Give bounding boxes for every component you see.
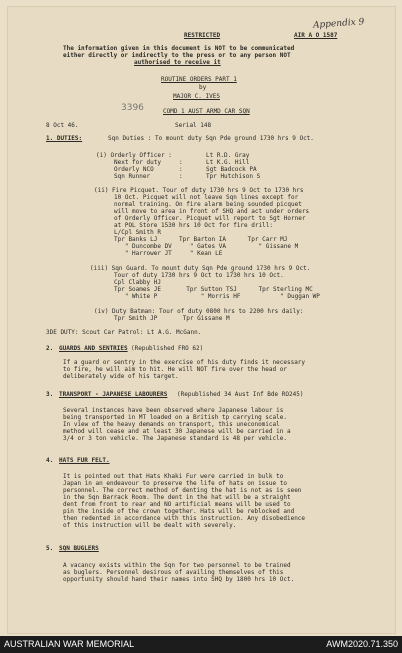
- accession-number: AWM2020.71.350: [326, 639, 398, 649]
- section-4-line-2: Japan in an endeavour to preserve the life of hats on issue to: [63, 480, 287, 487]
- document-page: [7, 6, 396, 634]
- section-2-line-1: If a guard or sentry in the exercise of his duty finds it necessary: [63, 359, 306, 366]
- section-5-number: 5.: [46, 545, 54, 552]
- guard-line-4: Tpr Soames JE Tpr Sutton TSJ Tpr Sterling MC: [114, 286, 313, 293]
- section-5-line-3: opportunity should hand their names into SHQ by 1800 hrs 10 Oct.: [63, 576, 295, 583]
- picquet-line-2: 10 Oct. Picquet will not leave Sqn lines except for: [114, 194, 299, 201]
- section-5-line-1: A vacancy exists within the Sqn for two personnel to be trained: [63, 562, 291, 569]
- handwritten-annotation: Appendix 9: [312, 17, 365, 31]
- commander-name: MAJOR C. IVES: [173, 93, 220, 100]
- notice-line-3: authorised to receive it: [134, 59, 221, 66]
- section-3-line-4: method will cease and at least 30 Japanese will be carried in a: [63, 428, 291, 435]
- guard-line-3: Cpl Clabby HJ: [114, 279, 161, 286]
- section-4-line-6: pin the inside of the crown together. Hats will be reblocked and: [63, 508, 295, 515]
- section-3-suffix: (Republished 34 Aust Inf Bde RO245): [177, 391, 304, 398]
- guard-line-2: Tour of duty 1730 hrs 9 Oct to 1730 hrs 10 Oct.: [114, 272, 284, 279]
- section-2-line-2: to fire, he will aim to hit. He will NOT fire over the head or: [63, 366, 287, 373]
- picquet-line-6: at POL Store 1530 hrs 10 Oct for fire drill:: [114, 222, 273, 229]
- section-4-heading: HATS FUR FELT.: [59, 457, 110, 464]
- orders-title-by: by: [199, 84, 207, 91]
- picquet-line-5: of Orderly Officer. Picquet will report to Sgt Horner: [114, 215, 306, 222]
- roster-role-1: (i) Orderly Officer :: [96, 152, 172, 159]
- picquet-line-1: (ii) Fire Picquet. Tour of duty 1730 hrs 9 Oct to 1730 hrs: [94, 187, 304, 194]
- roster-name-4: Tpr Hutchison S: [206, 173, 261, 180]
- notice-line-1: The information given in this document is NOT to be communicated: [63, 45, 295, 52]
- section-2-heading: GUARDS AND SENTRIES: [59, 345, 128, 352]
- classification-label: RESTRICTED: [184, 32, 221, 39]
- section-1-heading: 1. DUTIES:: [46, 135, 83, 142]
- section-2-suffix: (Republished FRO 62): [131, 345, 204, 352]
- notice-line-2: either directly or indirectly to the press or to any person NOT: [63, 52, 291, 59]
- batman-line-1: (iv) Duty Batman: Tour of duty 0800 hrs to 2200 hrs daily:: [94, 308, 304, 315]
- section-3-line-5: 3/4 or 3 ton vehicle. The Japanese standard is 48 per vehicle.: [63, 435, 287, 442]
- roster-role-2: Next for duty :: [114, 159, 183, 166]
- section-5-line-2: as buglers. Personnel desirous of availing themselves of this: [63, 569, 284, 576]
- section-3-heading: TRANSPORT - JAPANESE LABOURERS: [59, 391, 168, 398]
- guard-line-5: " White P " Morris HF " Duggan WP: [114, 293, 320, 300]
- picquet-line-3: normal training. On fire alarm being sounded picquet: [114, 201, 302, 208]
- section-3-line-1: Several instances have been observed where Japanese labour is: [63, 407, 284, 414]
- unit-name: COMD 1 AUST ARMD CAR SQN: [163, 108, 250, 115]
- roster-name-3: Sgt Badcock PA: [206, 166, 257, 173]
- serial-number: Serial 148: [175, 122, 212, 129]
- picquet-line-9: " Duncombe DV " Gates VA " Gissane M: [114, 243, 299, 250]
- section-3-line-2: being transported in MT loaded on a British tp carrying scale.: [63, 414, 287, 421]
- section-4-line-4: in the Sqn Barrack Room. The dent in the hat will be a straight: [63, 494, 291, 501]
- section-2-line-3: deliberately wide of his target.: [63, 373, 179, 380]
- picquet-line-4: will move to area in front of SHQ and act under orders: [114, 208, 310, 215]
- archive-footer-bar: [0, 636, 402, 653]
- roster-name-1: Lt R.D. Gray: [206, 152, 250, 159]
- document-reference: AIR A O 1587: [294, 32, 338, 39]
- section-4-line-3: personnel. The correct method of denting the hat is not as is seen: [63, 487, 302, 494]
- section-1-intro: Sqn Duties : To mount duty Sqn Pde ground 1730 hrs 9 Oct.: [108, 135, 314, 142]
- batman-line-2: Tpr Smith JP Tpr Gissane M: [114, 315, 230, 322]
- order-date: 8 Oct 46.: [46, 122, 79, 129]
- roster-role-4: Sqn Runner :: [114, 173, 183, 180]
- archive-stamp: 3396: [121, 103, 144, 113]
- picquet-line-7: L/Cpl Smith R: [114, 229, 161, 236]
- picquet-line-8: Tpr Banks LJ Tpr Barton IA Tpr Carr MJ: [114, 236, 288, 243]
- picquet-line-10: " Harrower JT " Kean LE: [114, 250, 223, 257]
- section-4-line-8: of this instruction will be dealt with severely.: [63, 522, 237, 529]
- roster-role-3: Orderly NCO :: [114, 166, 183, 173]
- archive-name: AUSTRALIAN WAR MEMORIAL: [4, 639, 135, 649]
- section-5-heading: SQN BUGLERS: [59, 545, 99, 552]
- scout-patrol-line: 3DE DUTY: Scout Car Patrol: Lt A.G. McGann.: [46, 329, 202, 336]
- section-4-line-1: It is pointed out that Hats Khaki Fur were carried in bulk to: [63, 473, 284, 480]
- roster-name-2: Lt K.G. Hill: [206, 159, 250, 166]
- section-3-number: 3.: [46, 391, 54, 398]
- section-3-line-3: In view of the heavy demands on transport, this uneconomical: [63, 421, 280, 428]
- section-2-number: 2.: [46, 345, 54, 352]
- section-4-line-5: dent from front to rear and NO artificial means will be used to: [63, 501, 291, 508]
- orders-title: ROUTINE ORDERS PART 1: [161, 76, 237, 83]
- section-4-line-7: then redented in accordance with this instruction. Any disobedience: [63, 515, 306, 522]
- section-4-number: 4.: [46, 457, 54, 464]
- guard-line-1: (iii) Sqn Guard. To mount duty Sqn Pde ground 1730 hrs 9 Oct.: [90, 265, 311, 272]
